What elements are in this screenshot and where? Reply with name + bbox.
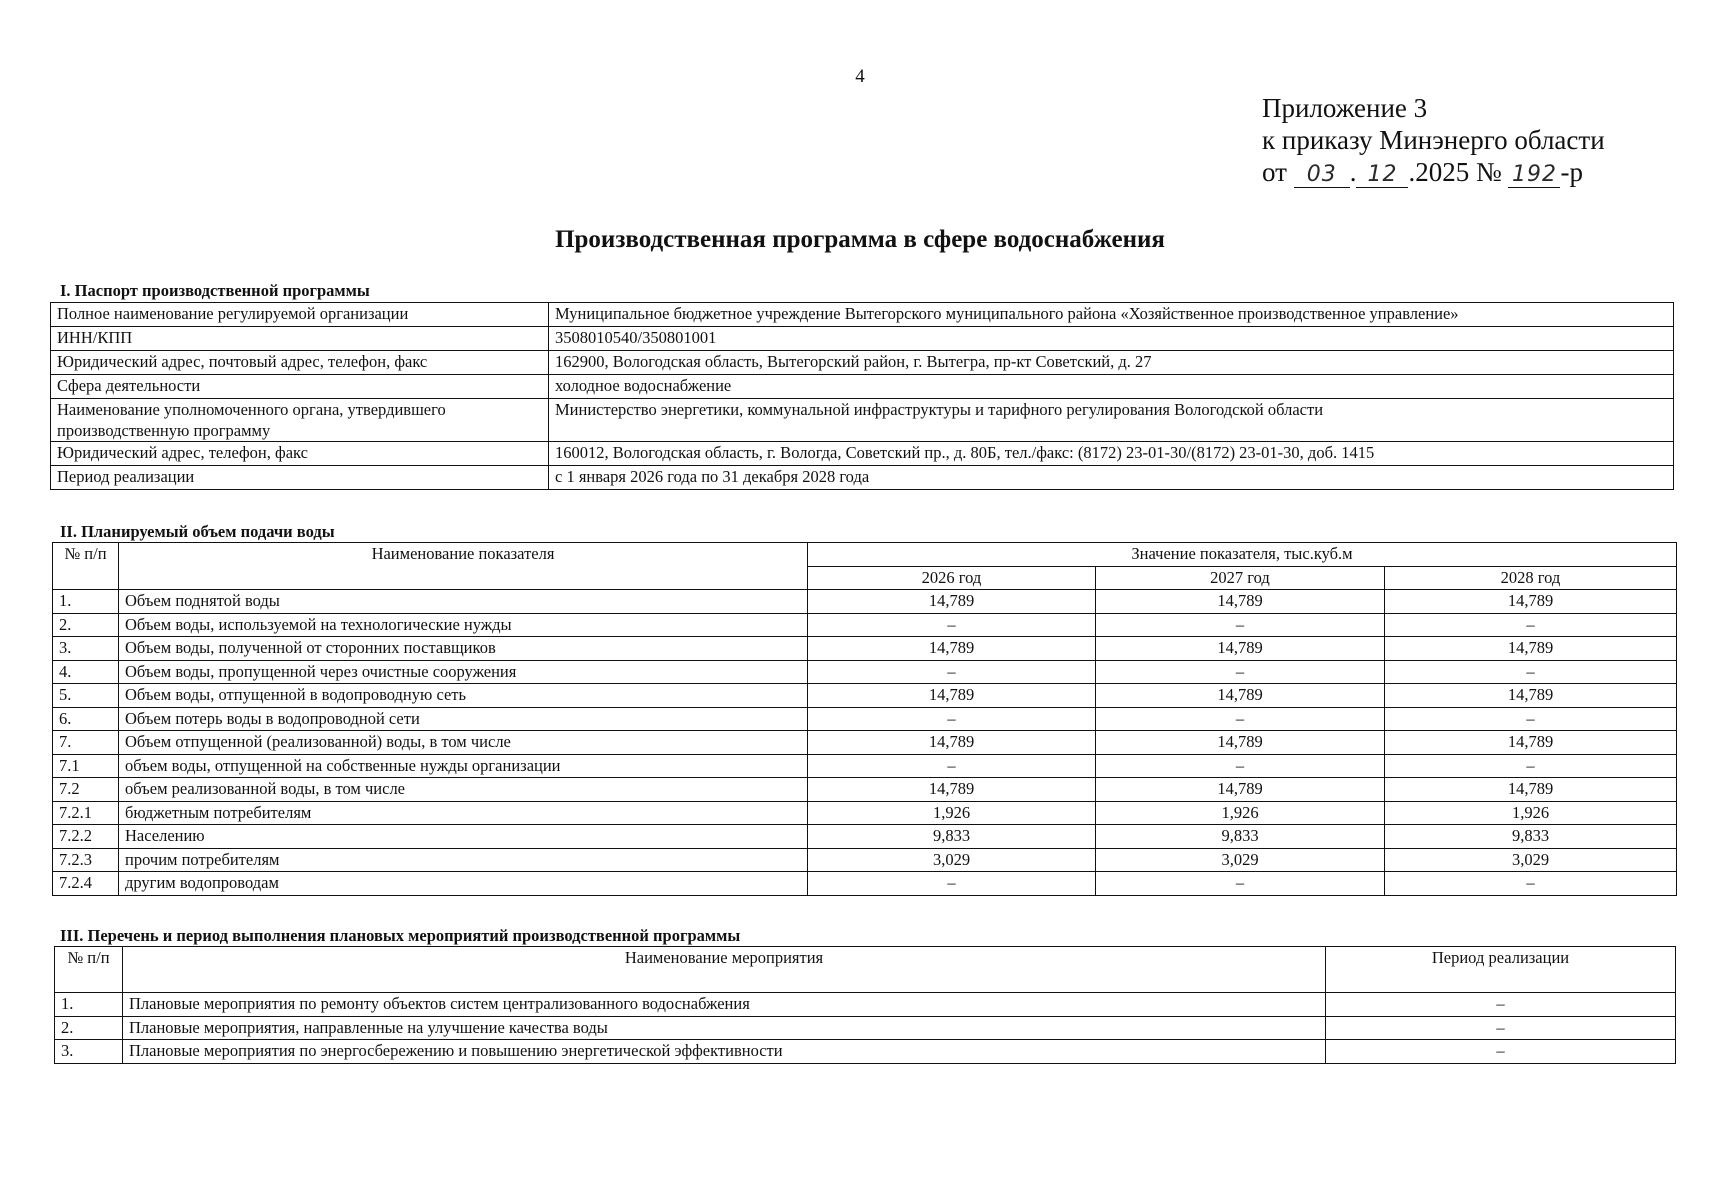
indicator-value: – [1096,707,1385,731]
document-title: Производственная программа в сфере водоснабжения [555,226,1165,253]
passport-value: 162900, Вологодская область, Вытегорский район, г. Вытегра, пр-кт Советский, д. 27 [549,351,1674,375]
event-name: Плановые мероприятия, направленные на улучшение качества воды [123,1016,1326,1040]
passport-value: с 1 января 2026 года по 31 декабря 2028 года [549,466,1674,490]
indicator-name: Объем воды, отпущенной в водопроводную сеть [119,684,808,708]
indicator-name: объем реализованной воды, в том числе [119,778,808,802]
passport-label: ИНН/КПП [51,327,549,351]
row-number: 6. [53,707,119,731]
table-row [55,1016,1676,1040]
passport-label: Юридический адрес, телефон, факс [51,442,549,466]
passport-row [51,351,1674,375]
passport-row [51,375,1674,399]
indicator-name: Объем воды, используемой на технологические нужды [119,613,808,637]
table-row [53,872,1677,896]
indicator-value: 14,789 [808,590,1096,614]
event-period: – [1326,993,1676,1017]
passport-label: Период реализации [51,466,549,490]
row-number: 7.2.1 [53,801,119,825]
table-row [53,707,1677,731]
col-name-header: Наименование показателя [119,543,808,590]
event-name: Плановые мероприятия по ремонту объектов систем централизованного водоснабжения [123,993,1326,1017]
indicator-value: 9,833 [1385,825,1677,849]
indicator-value: 1,926 [808,801,1096,825]
indicator-value: 14,789 [808,684,1096,708]
row-number: 5. [53,684,119,708]
col-num-header: № п/п [55,947,123,993]
indicator-value: 14,789 [1096,684,1385,708]
passport-row [51,303,1674,327]
passport-value: Министерство энергетики, коммунальной инфраструктуры и тарифного регулирования Вологодской области [549,399,1674,442]
passport-label: Полное наименование регулируемой организации [51,303,549,327]
indicator-value: – [1385,872,1677,896]
event-period: – [1326,1016,1676,1040]
handwritten-number: 192 [1508,163,1560,188]
indicator-value: 14,789 [1096,778,1385,802]
row-number: 7.1 [53,754,119,778]
appendix-block [1262,92,1605,188]
table-row [53,590,1677,614]
indicator-value: 1,926 [1096,801,1385,825]
row-number: 2. [53,613,119,637]
indicator-value: – [808,707,1096,731]
indicator-value: – [1385,707,1677,731]
event-name: Плановые мероприятия по энергосбережению и повышению энергетической эффективности [123,1040,1326,1064]
row-number: 2. [55,1016,123,1040]
indicator-value: – [1096,660,1385,684]
passport-row [51,442,1674,466]
table-row [55,1040,1676,1064]
row-number: 7. [53,731,119,755]
indicator-value: 1,926 [1385,801,1677,825]
indicator-value: – [1385,660,1677,684]
row-number: 1. [55,993,123,1017]
date-prefix: от [1262,157,1287,187]
table-row [53,637,1677,661]
indicator-name: бюджетным потребителям [119,801,808,825]
passport-value: Муниципальное бюджетное учреждение Вытегорского муниципального района «Хозяйственное производственное управление» [549,303,1674,327]
date-year: .2025 № [1408,157,1502,187]
indicator-value: 9,833 [808,825,1096,849]
indicator-value: 14,789 [808,778,1096,802]
table-row [53,825,1677,849]
indicator-value: – [1385,613,1677,637]
passport-row [51,466,1674,490]
year-header: 2027 год [1096,566,1385,590]
indicator-value: 3,029 [808,848,1096,872]
appendix-line1: Приложение 3 [1262,93,1428,123]
events-table [54,946,1676,1064]
indicator-value: 14,789 [1385,778,1677,802]
indicator-value: – [808,613,1096,637]
indicator-value: – [808,660,1096,684]
indicator-value: 14,789 [1096,637,1385,661]
indicator-value: – [1096,613,1385,637]
table-row [53,848,1677,872]
indicator-name: прочим потребителям [119,848,808,872]
volume-table [52,542,1677,896]
indicator-name: Объем поднятой воды [119,590,808,614]
col-values-header: Значение показателя, тыс.куб.м [808,543,1677,567]
table-row [53,684,1677,708]
table-row [53,660,1677,684]
indicator-name: Объем потерь воды в водопроводной сети [119,707,808,731]
row-number: 7.2.3 [53,848,119,872]
table-row [55,993,1676,1017]
indicator-value: – [1096,872,1385,896]
event-period: – [1326,1040,1676,1064]
section-passport-heading: I. Паспорт производственной программы [60,281,370,300]
passport-table [50,302,1674,490]
passport-label: Юридический адрес, почтовый адрес, телефон, факс [51,351,549,375]
indicator-name: Объем воды, полученной от сторонних поставщиков [119,637,808,661]
indicator-value: 14,789 [1385,684,1677,708]
appendix-date-line: от 03 . 12 .2025 № 192 -р [1262,157,1583,187]
row-number: 7.2 [53,778,119,802]
indicator-name: Объем воды, пропущенной через очистные сооружения [119,660,808,684]
indicator-name: Населению [119,825,808,849]
indicator-value: 3,029 [1096,848,1385,872]
indicator-value: 14,789 [1096,590,1385,614]
handwritten-day: 03 [1294,163,1350,188]
indicator-value: 14,789 [808,731,1096,755]
indicator-value: – [808,754,1096,778]
section-events-heading: III. Перечень и период выполнения плановых мероприятий производственной программы [60,926,741,945]
indicator-name: другим водопроводам [119,872,808,896]
indicator-value: 14,789 [1385,731,1677,755]
year-header: 2026 год [808,566,1096,590]
passport-value: 3508010540/350801001 [549,327,1674,351]
indicator-value: – [808,872,1096,896]
passport-row [51,327,1674,351]
passport-value: 160012, Вологодская область, г. Вологда, Советский пр., д. 80Б, тел./факс: (8172) 23-01-30/(8172) 23-01-30, доб. 1415 [549,442,1674,466]
passport-row [51,399,1674,442]
indicator-value: 14,789 [1096,731,1385,755]
indicator-value: – [1385,754,1677,778]
table-row [53,801,1677,825]
indicator-name: объем воды, отпущенной на собственные нужды организации [119,754,808,778]
row-number: 7.2.2 [53,825,119,849]
table-row [53,778,1677,802]
passport-label: Наименование уполномоченного органа, утвердившего производственную программу [51,399,549,442]
col-period-header: Период реализации [1326,947,1676,993]
passport-label: Сфера деятельности [51,375,549,399]
passport-value: холодное водоснабжение [549,375,1674,399]
indicator-value: – [1096,754,1385,778]
row-number: 3. [53,637,119,661]
handwritten-month: 12 [1356,163,1408,188]
row-number: 4. [53,660,119,684]
table-row [53,731,1677,755]
col-num-header: № п/п [53,543,119,590]
table-row [53,613,1677,637]
row-number: 7.2.4 [53,872,119,896]
indicator-name: Объем отпущенной (реализованной) воды, в том числе [119,731,808,755]
row-number: 1. [53,590,119,614]
indicator-value: 14,789 [1385,637,1677,661]
indicator-value: 9,833 [1096,825,1385,849]
year-header: 2028 год [1385,566,1677,590]
indicator-value: 14,789 [808,637,1096,661]
indicator-value: 14,789 [1385,590,1677,614]
row-number: 3. [55,1040,123,1064]
indicator-value: 3,029 [1385,848,1677,872]
number-suffix: -р [1560,157,1583,187]
appendix-line2: к приказу Минэнерго области [1262,125,1605,155]
section-volume-heading: II. Планируемый объем подачи воды [60,522,335,541]
page-number: 4 [855,66,865,87]
table-row [53,754,1677,778]
col-name-header: Наименование мероприятия [123,947,1326,993]
